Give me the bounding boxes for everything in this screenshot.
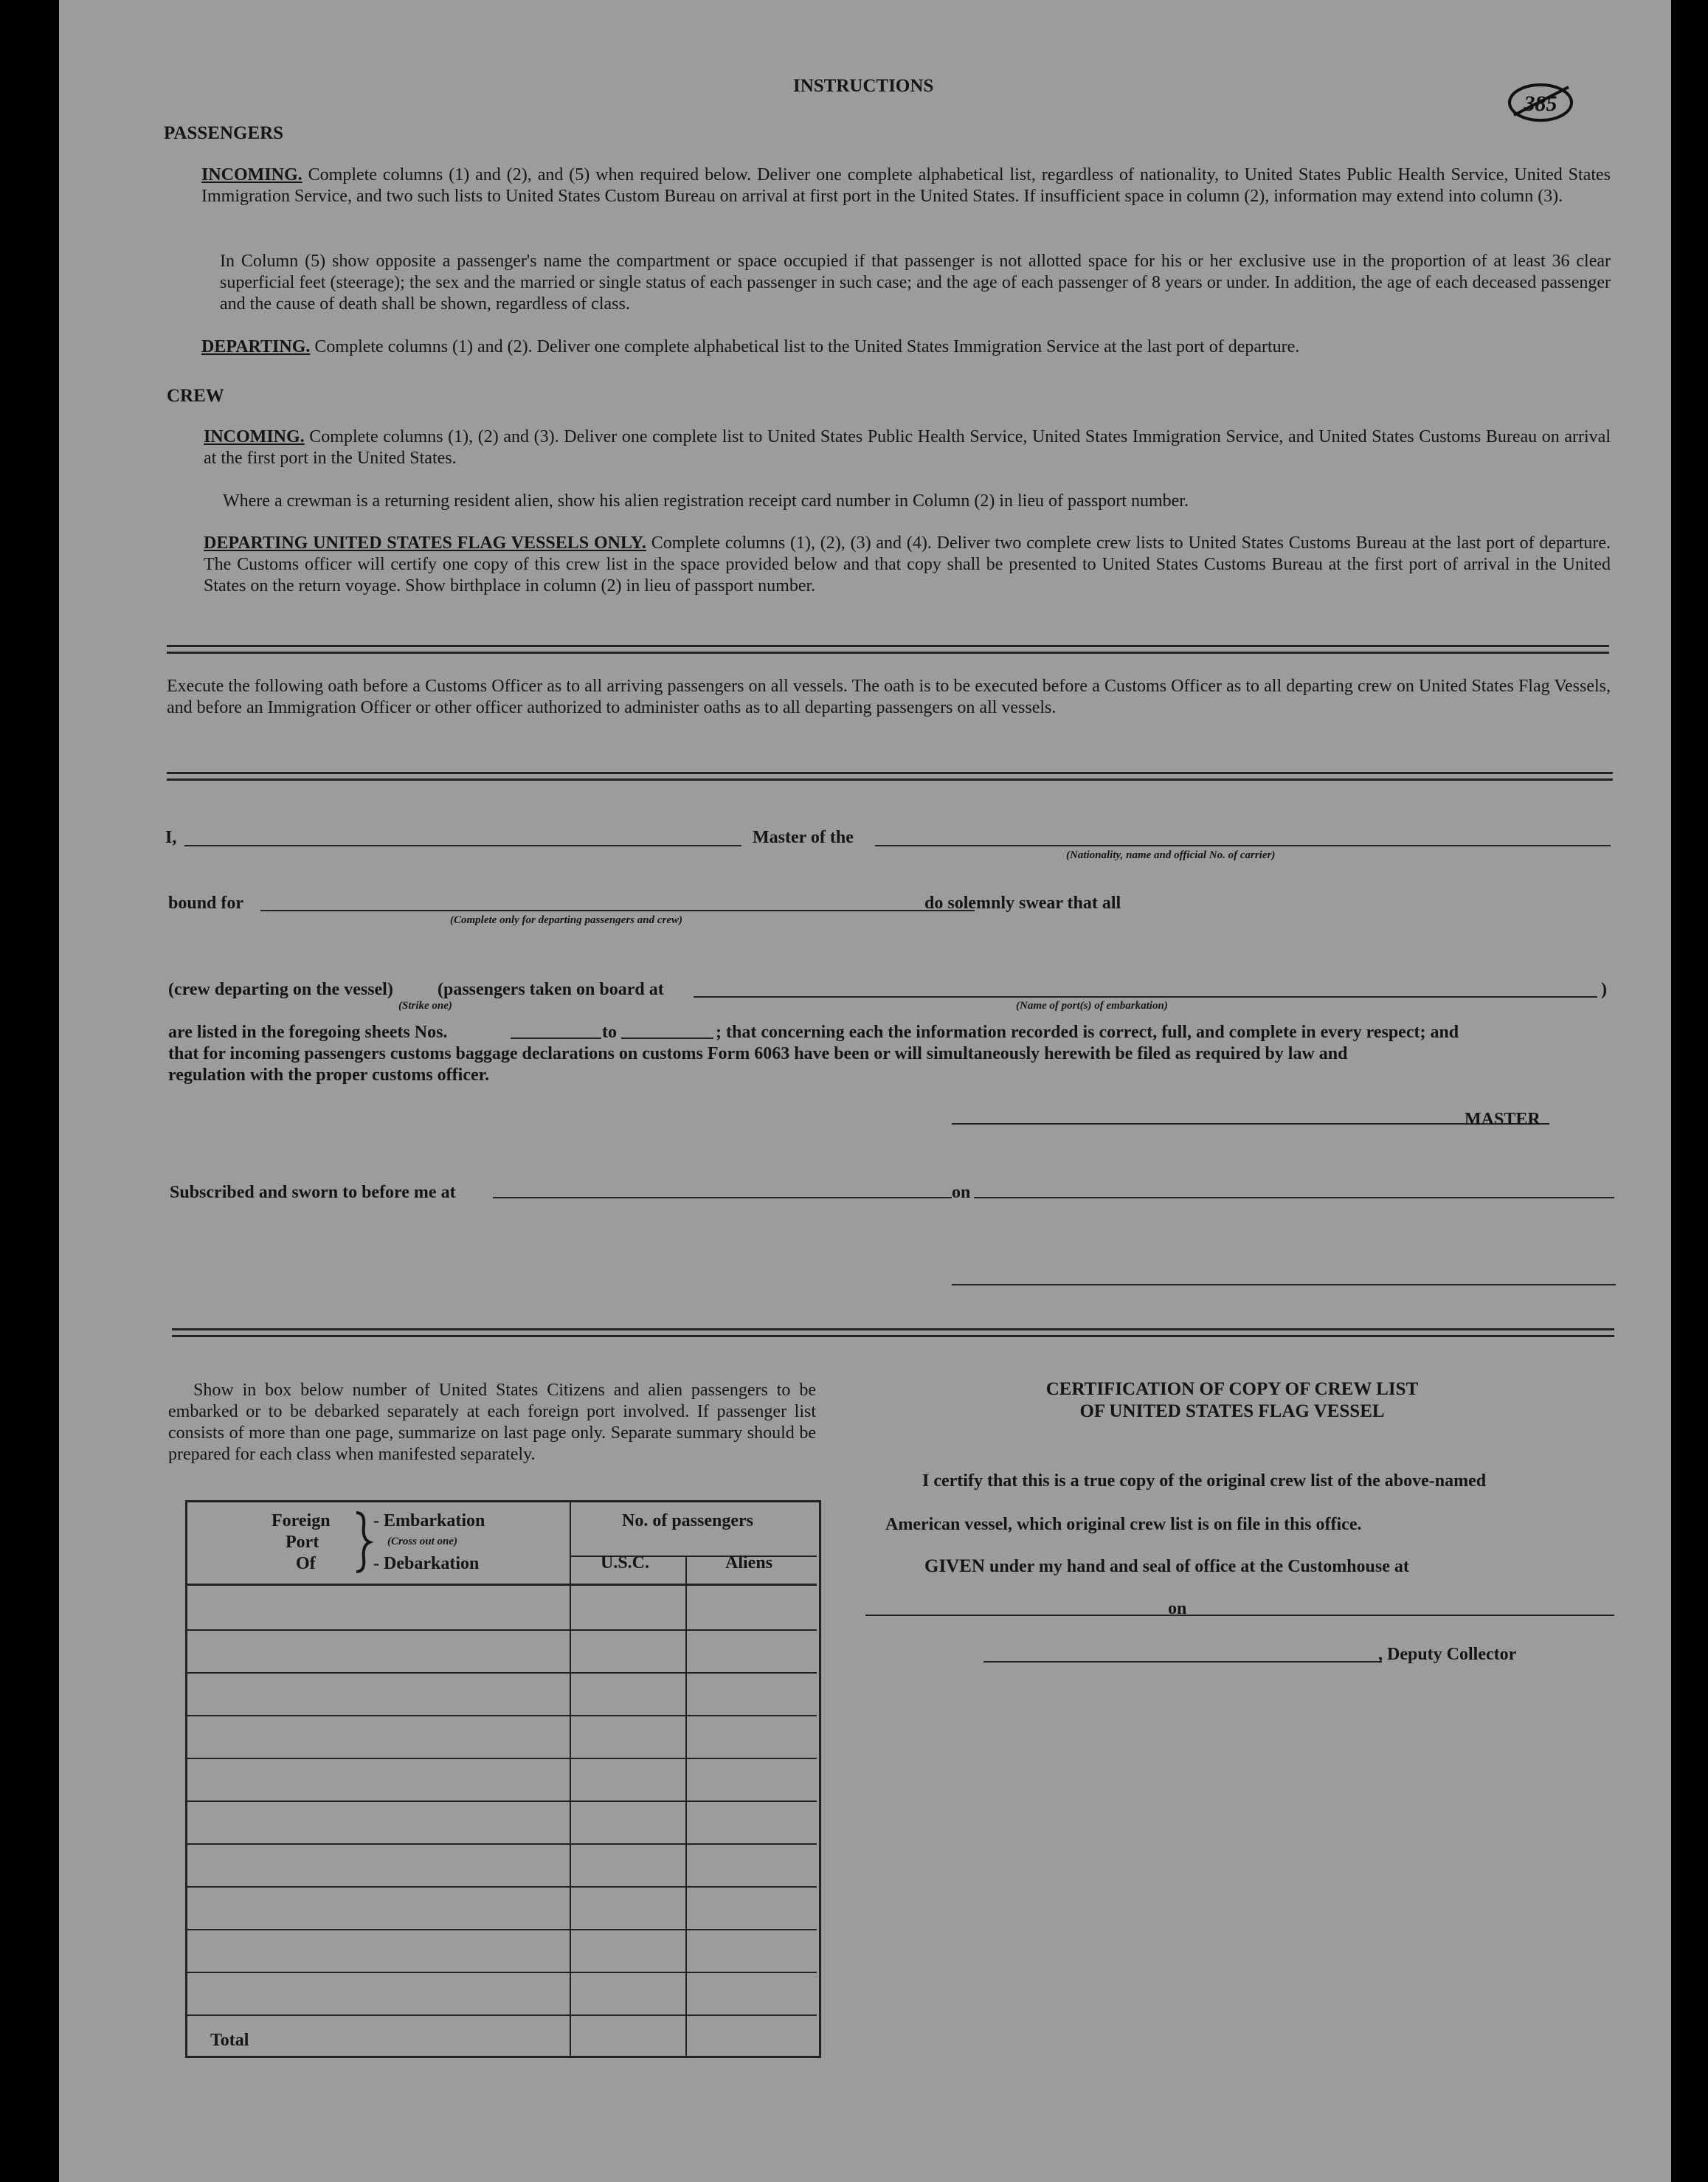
officer-signature-field[interactable] (952, 1284, 1616, 1285)
sworn-on-label: on (952, 1183, 971, 1202)
crew-departing-label: DEPARTING UNITED STATES FLAG VESSELS ONLY. (204, 534, 646, 553)
passengers-heading: PASSENGERS (164, 123, 284, 143)
sheet-to-field[interactable] (621, 1038, 713, 1039)
certification-title-2: OF UNITED STATES FLAG VESSEL (1079, 1401, 1385, 1421)
master-of-label: Master of the (753, 828, 854, 847)
cert-on-label: on (1168, 1599, 1187, 1618)
oath-line-3: regulation with the proper customs officer. (168, 1066, 490, 1085)
carrier-note: (Nationality, name and official No. of carrier) (1066, 849, 1276, 861)
cross-out-note: (Cross out one) (387, 1536, 458, 1547)
divider-2 (167, 772, 1613, 781)
passengers-incoming-label: INCOMING. (201, 165, 302, 184)
swear-text: do solemnly swear that all (924, 894, 1121, 913)
divider-1 (167, 645, 1609, 654)
to-label: to (602, 1023, 617, 1042)
cert-date-field[interactable] (1190, 1615, 1614, 1616)
divider-3 (172, 1328, 1614, 1337)
certification-title-1: CERTIFICATION OF COPY OF CREW LIST (1045, 1379, 1419, 1399)
form-page (59, 0, 1671, 2182)
passengers-departing-text: Complete columns (1) and (2). Deliver one complete alphabetical list to the United States Immigration Service at the last port of departure. (314, 337, 1300, 356)
master-name-field[interactable] (184, 845, 741, 846)
crew-departing-text: Complete columns (1), (2), (3) and (4). Deliver two complete crew lists to United States Customs Bureau at the last port of departure. The Customs officer will certify one copy of this crew list in the space provided below and that copy shall be presented to United States Customs Bureau at the first port of arrival in the United States on the return voyage. Show birthplace in column (2) in lieu of passport number. (204, 534, 1611, 595)
aliens-header: Aliens (725, 1553, 773, 1572)
passengers-incoming-paragraph (201, 165, 1611, 207)
sworn-place-field[interactable] (493, 1197, 952, 1198)
passengers-taken-option[interactable]: (passengers taken on board at (438, 980, 664, 999)
table-row (185, 1801, 817, 1802)
bound-for-field[interactable] (260, 910, 975, 911)
table-row (185, 1886, 817, 1888)
given-label: GIVEN (924, 1556, 985, 1576)
total-label: Total (210, 2031, 249, 2050)
listed-label: are listed in the foregoing sheets Nos. (168, 1023, 448, 1042)
close-paren: ) (1601, 980, 1607, 999)
strike-note: (Strike one) (398, 1000, 452, 1012)
certify-line-3 (924, 1556, 1409, 1578)
crew-departing-paragraph (204, 533, 1611, 597)
crew-returning-paragraph: Where a crewman is a returning resident alien, show his alien registration receipt card number in Column (2) in lieu of passport number. (223, 491, 1189, 511)
column5-paragraph: In Column (5) show opposite a passenger's name the compartment or space occupied if that passenger is not allotted space for his or her exclusive use in the proportion of at least 36 clear superficial feet (steerage); the sex and the married or single status of each passenger in such case; and the age of each passenger of 8 years or under. In addition, the age of each deceased passenger and the cause of death shall be shown, regardless of class. (220, 252, 1611, 314)
page-number-stamp (1507, 80, 1574, 125)
embarkation-option[interactable]: - Embarkation (373, 1511, 485, 1530)
usc-header: U.S.C. (601, 1553, 650, 1572)
sworn-date-field[interactable] (974, 1197, 1614, 1198)
debarkation-option[interactable]: - Debarkation (373, 1554, 480, 1573)
listed-rest: ; that concerning each the information recorded is correct, full, and complete in every respect; and (716, 1023, 1459, 1042)
deputy-collector-label: , Deputy Collector (1378, 1645, 1517, 1664)
master-label: MASTER (1465, 1110, 1541, 1129)
embarkation-ports-field[interactable] (694, 996, 1597, 998)
table-row (185, 1972, 817, 1973)
bound-for-label: bound for (168, 894, 244, 913)
oath-i-label: I, (165, 828, 177, 847)
table-row (185, 1929, 817, 1930)
passengers-departing-paragraph (201, 336, 1611, 358)
table-row (185, 2014, 817, 2016)
crew-incoming-label: INCOMING. (204, 427, 305, 446)
page-number-text: 385 (1524, 92, 1557, 116)
subscribed-label: Subscribed and sworn to before me at (170, 1183, 456, 1202)
of-label: Of (296, 1554, 316, 1573)
crew-departing-option[interactable]: (crew departing on the vessel) (168, 980, 393, 999)
deputy-signature-field[interactable] (983, 1661, 1382, 1663)
oath-instruction: Execute the following oath before a Customs Officer as to all arriving passengers on all vessels. The oath is to be executed before a Customs Officer as to all departing crew on United States Flag Vessels, and before an Immigration Officer or other officer authorized to administer oaths as to all departing passengers on all vessels. (167, 677, 1611, 717)
passengers-departing-label: DEPARTING. (201, 337, 311, 356)
table-row (185, 1629, 817, 1631)
port-label: Port (286, 1533, 319, 1552)
crew-heading: CREW (167, 386, 224, 406)
certify-line-1: I certify that this is a true copy of the original crew list of the above-named (922, 1471, 1487, 1491)
sheet-from-field[interactable] (511, 1038, 601, 1039)
ports-note: (Name of port(s) of embarkation) (1016, 1000, 1168, 1012)
brace-icon (353, 1510, 374, 1575)
crew-incoming-text: Complete columns (1), (2) and (3). Deliver one complete list to United States Public Health Service, United States Immigration Service, and United States Customs Bureau on arrival at the first port in the United States. (204, 427, 1611, 468)
foreign-label: Foreign (272, 1511, 331, 1530)
table-row (185, 1715, 817, 1716)
carrier-field[interactable] (875, 845, 1611, 846)
crew-incoming-paragraph (204, 427, 1611, 469)
certify-line-2: American vessel, which original crew list is on file in this office. (885, 1515, 1362, 1534)
bound-for-note: (Complete only for departing passengers and crew) (450, 914, 682, 926)
page-title: INSTRUCTIONS (793, 76, 934, 96)
given-text: under my hand and seal of office at the Customhouse at (989, 1557, 1409, 1576)
table-row (185, 1672, 817, 1674)
passengers-incoming-text: Complete columns (1) and (2), and (5) when required below. Deliver one complete alphabetical list, regardless of nationality, to United States Public Health Service, United States Immigration Service, and two such lists to United States Custom Bureau on arrival at first port in the United States. If insufficient space in column (2), information may extend into column (3). (201, 165, 1611, 206)
no-passengers-header: No. of passengers (622, 1511, 753, 1530)
table-row (185, 1758, 817, 1759)
master-signature-field[interactable] (952, 1123, 1549, 1125)
oath-line-2: that for incoming passengers customs baggage declarations on customs Form 6063 have been or will simultaneously herewith be filed as required by law and (168, 1044, 1348, 1063)
table-row (185, 1843, 817, 1845)
summary-instructions: Show in box below number of United States Citizens and alien passengers to be embarked or to be debarked separately at each foreign port involved. If passenger list consists of more than one page, summarize on last page only. Separate summary should be prepared for each class when manifested separately. (168, 1381, 816, 1464)
